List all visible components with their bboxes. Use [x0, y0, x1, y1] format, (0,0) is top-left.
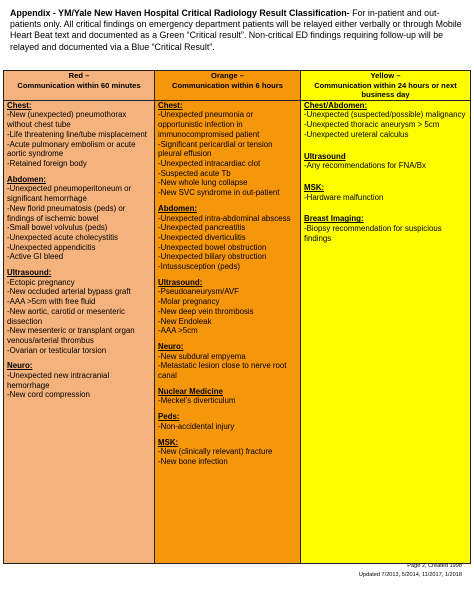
finding-item: -New whole lung collapse	[158, 178, 248, 188]
document-title: Appendix - YM/Yale New Haven Hospital Critical Radiology Result Classification-	[10, 8, 350, 18]
finding-item: -New deep vein thrombosis	[158, 306, 254, 316]
finding-item: -Unexpected new intracranial hemorrhage	[7, 371, 110, 390]
finding-item: -New aortic, carotid or mesenteric dissection	[7, 306, 125, 326]
finding-item: -Any recommendations for FNA/Bx	[304, 161, 426, 171]
finding-item: -Retained foreign body	[7, 159, 87, 168]
finding-item: -New SVC syndrome in out-patient	[158, 188, 280, 198]
yellow-header-title: Yellow –	[370, 71, 401, 80]
finding-item: -Life threatening line/tube misplacement	[7, 129, 147, 139]
section-title: Peds:	[158, 412, 180, 422]
section-title: Ultrasound:	[158, 277, 203, 287]
finding-item: -Unexpected diverticulitis	[158, 232, 246, 242]
red-header-title: Red –	[68, 71, 90, 80]
finding-item: -Non-accidental injury	[158, 421, 235, 431]
section-title: Abdomen:	[158, 203, 198, 213]
finding-item: -Molar pregnancy	[158, 297, 220, 307]
finding-item: -Unexpected intracardiac clot	[158, 159, 261, 168]
footer-updated: Updated 7/2013, 5/2014, 11/2017, 1/2018	[358, 572, 462, 578]
finding-item: -New mesenteric or transplant organ venous/arterial thrombus	[7, 326, 135, 345]
finding-item: -New (clinically relevant) fracture	[158, 447, 273, 457]
intro-body: For in-patient and out-patients only. All critical findings on emergency department patients will be relayed either verbally or through Mobile Heart Beat text and documented as a Green “Critical result”. Non-critical ED findings requiring follow-up will be relayed and documented via a Blue “Critical Result”.	[10, 8, 462, 52]
finding-item: -Unexpected pneumonia or opportunistic infection in immunocompromised patient	[158, 110, 260, 139]
classification-table	[3, 70, 471, 564]
finding-item: -Unexpected pancreatitis	[158, 223, 246, 233]
finding-item: -New subdural empyema	[158, 351, 246, 361]
finding-item: -AAA >5cm	[158, 326, 198, 336]
finding-item: -Unexpected bowel obstruction	[158, 242, 267, 252]
finding-item: -Acute pulmonary embolism or acute aortic syndrome	[7, 139, 136, 159]
body-row	[4, 100, 471, 563]
finding-item: -Unexpected appendicitis	[7, 242, 96, 252]
orange-column-header	[155, 71, 301, 101]
red-column-body	[4, 100, 155, 563]
section-title: Chest/Abdomen:	[304, 100, 368, 110]
finding-item: -Unexpected (suspected/possible) malignancy	[304, 110, 466, 120]
finding-item: -New (unexpected) pneumothorax without chest tube	[7, 110, 127, 130]
section-title: Neuro:	[158, 341, 184, 351]
finding-item: -Metastatic lesion close to nerve root canal	[158, 361, 287, 381]
finding-item: -Intussusception (peds)	[158, 262, 241, 272]
finding-item: -Unexpected acute cholecystitis	[7, 232, 118, 242]
section-title: MSK:	[158, 437, 179, 447]
intro-paragraph	[10, 8, 466, 53]
finding-item: -New florid pneumatosis (peds) or findings of ischemic bowel	[7, 203, 126, 223]
finding-item: -New Endoleak	[158, 316, 212, 326]
section-title: Ultrasound	[304, 151, 346, 161]
finding-item: -New cord compression	[7, 390, 90, 400]
yellow-column-body	[301, 100, 471, 563]
finding-item: -New occluded arterial bypass graft	[7, 287, 131, 297]
footer-created: Page 2, Created 1998	[407, 563, 462, 569]
yellow-column-header	[301, 71, 471, 101]
orange-header-subtitle: Communication within 6 hours	[172, 80, 283, 90]
finding-item: -Unexpected thoracic aneurysm > 5cm	[304, 120, 440, 130]
finding-item: -Significant pericardial or tension pleural effusion	[158, 139, 273, 159]
red-header-subtitle: Communication within 60 minutes	[17, 80, 141, 90]
finding-item: -Unexpected biliary obstruction	[158, 252, 267, 262]
finding-item: -Suspected acute Tb	[158, 168, 231, 178]
finding-item: -Small bowel volvulus (peds)	[7, 223, 108, 233]
finding-item: -New bone infection	[158, 456, 228, 466]
finding-item: -Unexpected ureteral calculus	[304, 129, 409, 139]
finding-item: -Unexpected pneumoperitoneum or significant hemorrhage	[7, 184, 132, 204]
yellow-header-subtitle: Communication within 24 hours or next business day	[314, 80, 457, 100]
finding-item: -Pseudoaneurysm/AVF	[158, 287, 239, 297]
orange-column-body	[155, 100, 301, 563]
finding-item: -Biopsy recommendation for suspicious findings	[304, 224, 442, 243]
finding-item: -Hardware malfunction	[304, 192, 384, 202]
orange-header-title: Orange –	[211, 71, 244, 80]
section-title: Breast Imaging:	[304, 214, 364, 224]
section-title: Abdomen:	[7, 174, 47, 184]
section-title: Nuclear Medicine	[158, 386, 223, 396]
finding-item: -Active GI bleed	[7, 252, 64, 262]
section-title: Ultrasound:	[7, 268, 52, 278]
finding-item: -AAA >5cm with free fluid	[7, 297, 96, 307]
red-column-header	[4, 71, 155, 101]
section-title: Chest:	[158, 100, 183, 110]
section-title: Chest:	[7, 100, 32, 110]
finding-item: -Meckel’s diverticulum	[158, 396, 236, 406]
finding-item: -Ovarian or testicular torsion	[7, 345, 107, 355]
section-title: MSK:	[304, 183, 325, 192]
header-row	[4, 71, 471, 101]
finding-item: -Ectopic pregnancy	[7, 277, 75, 287]
section-title: Neuro:	[7, 361, 33, 371]
finding-item: -Unexpected intra-abdominal abscess	[158, 213, 291, 223]
page-footer	[359, 562, 462, 580]
